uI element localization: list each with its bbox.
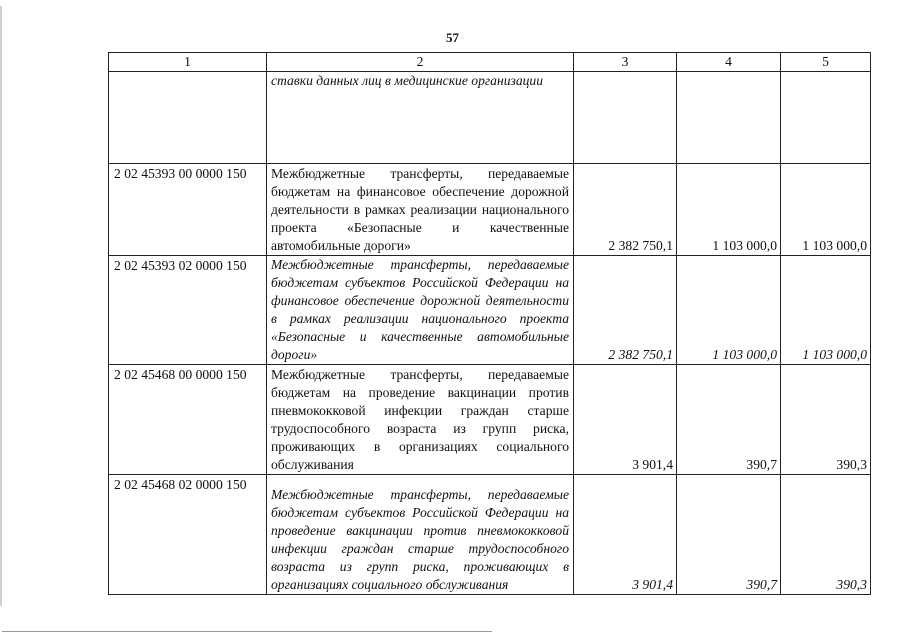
column-header-4: 4 [677, 53, 781, 72]
column-header-1: 1 [109, 53, 267, 72]
amount-col4-cell: 390,7 [677, 475, 781, 595]
amount-col3-cell [574, 72, 677, 164]
amount-col5-cell: 1 103 000,0 [781, 256, 871, 365]
amount-col3-cell: 2 382 750,1 [574, 164, 677, 256]
budget-table [108, 52, 871, 595]
budget-code-cell: 2 02 45468 02 0000 150 [109, 475, 267, 595]
amount-col5-cell [781, 72, 871, 164]
amount-col3-cell: 2 382 750,1 [574, 256, 677, 365]
table-row [109, 72, 871, 164]
budget-code-cell [109, 72, 267, 164]
table-row [109, 475, 871, 595]
scan-margin-line [0, 6, 2, 606]
description-cell: Межбюджетные трансферты, передаваемые бюджетам на финансовое обеспечение дорожной деятельности в рамках реализации национального проекта «Безопасные и качественные автомобильные дороги» [267, 164, 574, 256]
budget-code-cell: 2 02 45393 00 0000 150 [109, 164, 267, 256]
amount-col5-cell: 390,3 [781, 475, 871, 595]
amount-col5-cell: 390,3 [781, 365, 871, 475]
table-header-row [109, 53, 871, 72]
amount-col3-cell: 3 901,4 [574, 475, 677, 595]
description-cell: Межбюджетные трансферты, передаваемые бюджетам субъектов Российской Федерации на финансовое обеспечение дорожной деятельности в рамках реализации национального проекта «Безопасные и качественные автомобильные дороги» [267, 256, 574, 365]
amount-col4-cell [677, 72, 781, 164]
budget-code-cell: 2 02 45468 00 0000 150 [109, 365, 267, 475]
column-header-5: 5 [781, 53, 871, 72]
amount-col5-cell: 1 103 000,0 [781, 164, 871, 256]
table-row [109, 164, 871, 256]
amount-col4-cell: 390,7 [677, 365, 781, 475]
description-cell: Межбюджетные трансферты, передаваемые бюджетам субъектов Российской Федерации на проведение вакцинации против пневмококковой инфекции граждан старше трудоспособного возраста из групп риска, проживающих в организациях социального обслуживания [267, 475, 574, 595]
description-cell: Межбюджетные трансферты, передаваемые бюджетам на проведение вакцинации против пневмококковой инфекции граждан старше трудоспособного возраста из групп риска, проживающих в организациях социального обслуживания [267, 365, 574, 475]
column-header-3: 3 [574, 53, 677, 72]
budget-code-cell: 2 02 45393 02 0000 150 [109, 256, 267, 365]
amount-col3-cell: 3 901,4 [574, 365, 677, 475]
amount-col4-cell: 1 103 000,0 [677, 164, 781, 256]
amount-col4-cell: 1 103 000,0 [677, 256, 781, 365]
description-cell: ставки данных лиц в медицинские организации [267, 72, 574, 164]
page-number: 57 [446, 30, 459, 45]
table-row [109, 256, 871, 365]
table-row [109, 365, 871, 475]
column-header-2: 2 [267, 53, 574, 72]
scan-bottom-line [2, 631, 492, 632]
